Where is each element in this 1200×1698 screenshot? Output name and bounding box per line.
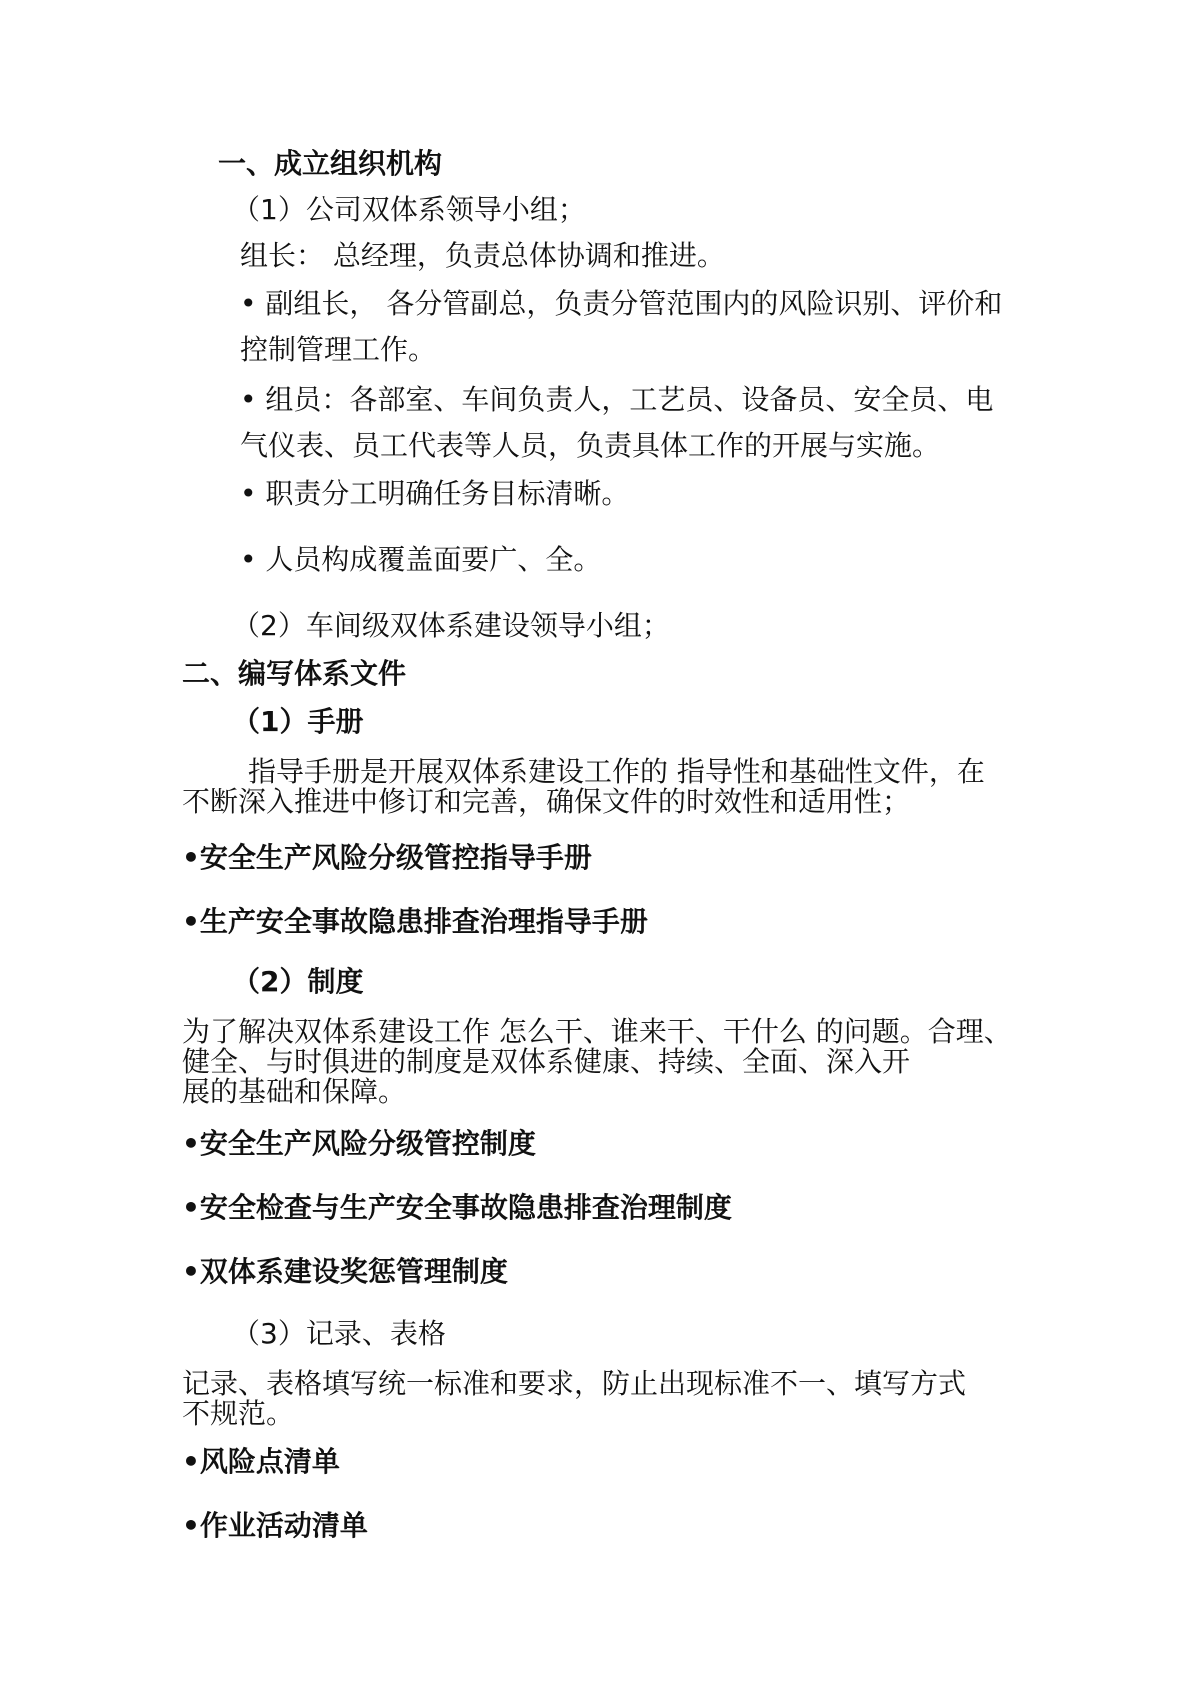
subheading-workshop-leading-group: （2）车间级双体系建设领导小组； (232, 609, 670, 642)
paragraph-system-line3: 展的基础和保障。 (182, 1075, 407, 1108)
paragraph-deputy-line2: 控制管理工作。 (240, 333, 437, 366)
paragraph-system-line2: 健全、与时俱进的制度是双体系健康、持续、全面、深入开 (182, 1045, 911, 1078)
paragraph-system-line1: 为了解决双体系建设工作 怎么干、谁来干、干什么 的问题。合理、 (182, 1015, 1012, 1048)
bullet-duty-division: • 职责分工明确任务目标清晰。 (240, 477, 630, 510)
bullet-personnel-coverage: • 人员构成覆盖面要广、全。 (240, 543, 602, 576)
paragraph-members-line1: • 组员：各部室、车间负责人，工艺员、设备员、安全员、电 (240, 383, 994, 416)
system-item: •双体系建设奖惩管理制度 (182, 1255, 508, 1288)
system-item: •安全生产风险分级管控制度 (182, 1127, 536, 1160)
manual-item: •生产安全事故隐患排查治理指导手册 (182, 905, 648, 938)
paragraph-manual-line1: 指导手册是开展双体系建设工作的 指导性和基础性文件，在 (248, 755, 985, 788)
system-item: •安全检查与生产安全事故隐患排查治理制度 (182, 1191, 732, 1224)
subheading-manual: （1）手册 (232, 705, 364, 738)
paragraph-members-line2: 气仪表、员工代表等人员，负责具体工作的开展与实施。 (240, 429, 941, 462)
records-item: •风险点清单 (182, 1445, 340, 1478)
records-item: •作业活动清单 (182, 1509, 368, 1542)
subheading-company-leading-group: （1）公司双体系领导小组； (232, 193, 586, 226)
subheading-system: （2）制度 (232, 965, 364, 998)
section-heading-system-documents: 二、编写体系文件 (182, 657, 407, 690)
subheading-records-forms: （3）记录、表格 (232, 1317, 446, 1350)
paragraph-deputy-line1: • 副组长， 各分管副总，负责分管范围内的风险识别、评价和 (240, 287, 1003, 320)
paragraph-manual-line2: 不断深入推进中修订和完善，确保文件的时效性和适用性； (182, 785, 911, 818)
paragraph-leader: 组长： 总经理，负责总体协调和推进。 (240, 239, 725, 272)
paragraph-records-line1: 记录、表格填写统一标准和要求，防止出现标准不一、填写方式 (182, 1367, 967, 1400)
paragraph-records-line2: 不规范。 (182, 1397, 295, 1430)
section-heading-organization: 一、成立组织机构 (218, 147, 443, 180)
manual-item: •安全生产风险分级管控指导手册 (182, 841, 592, 874)
